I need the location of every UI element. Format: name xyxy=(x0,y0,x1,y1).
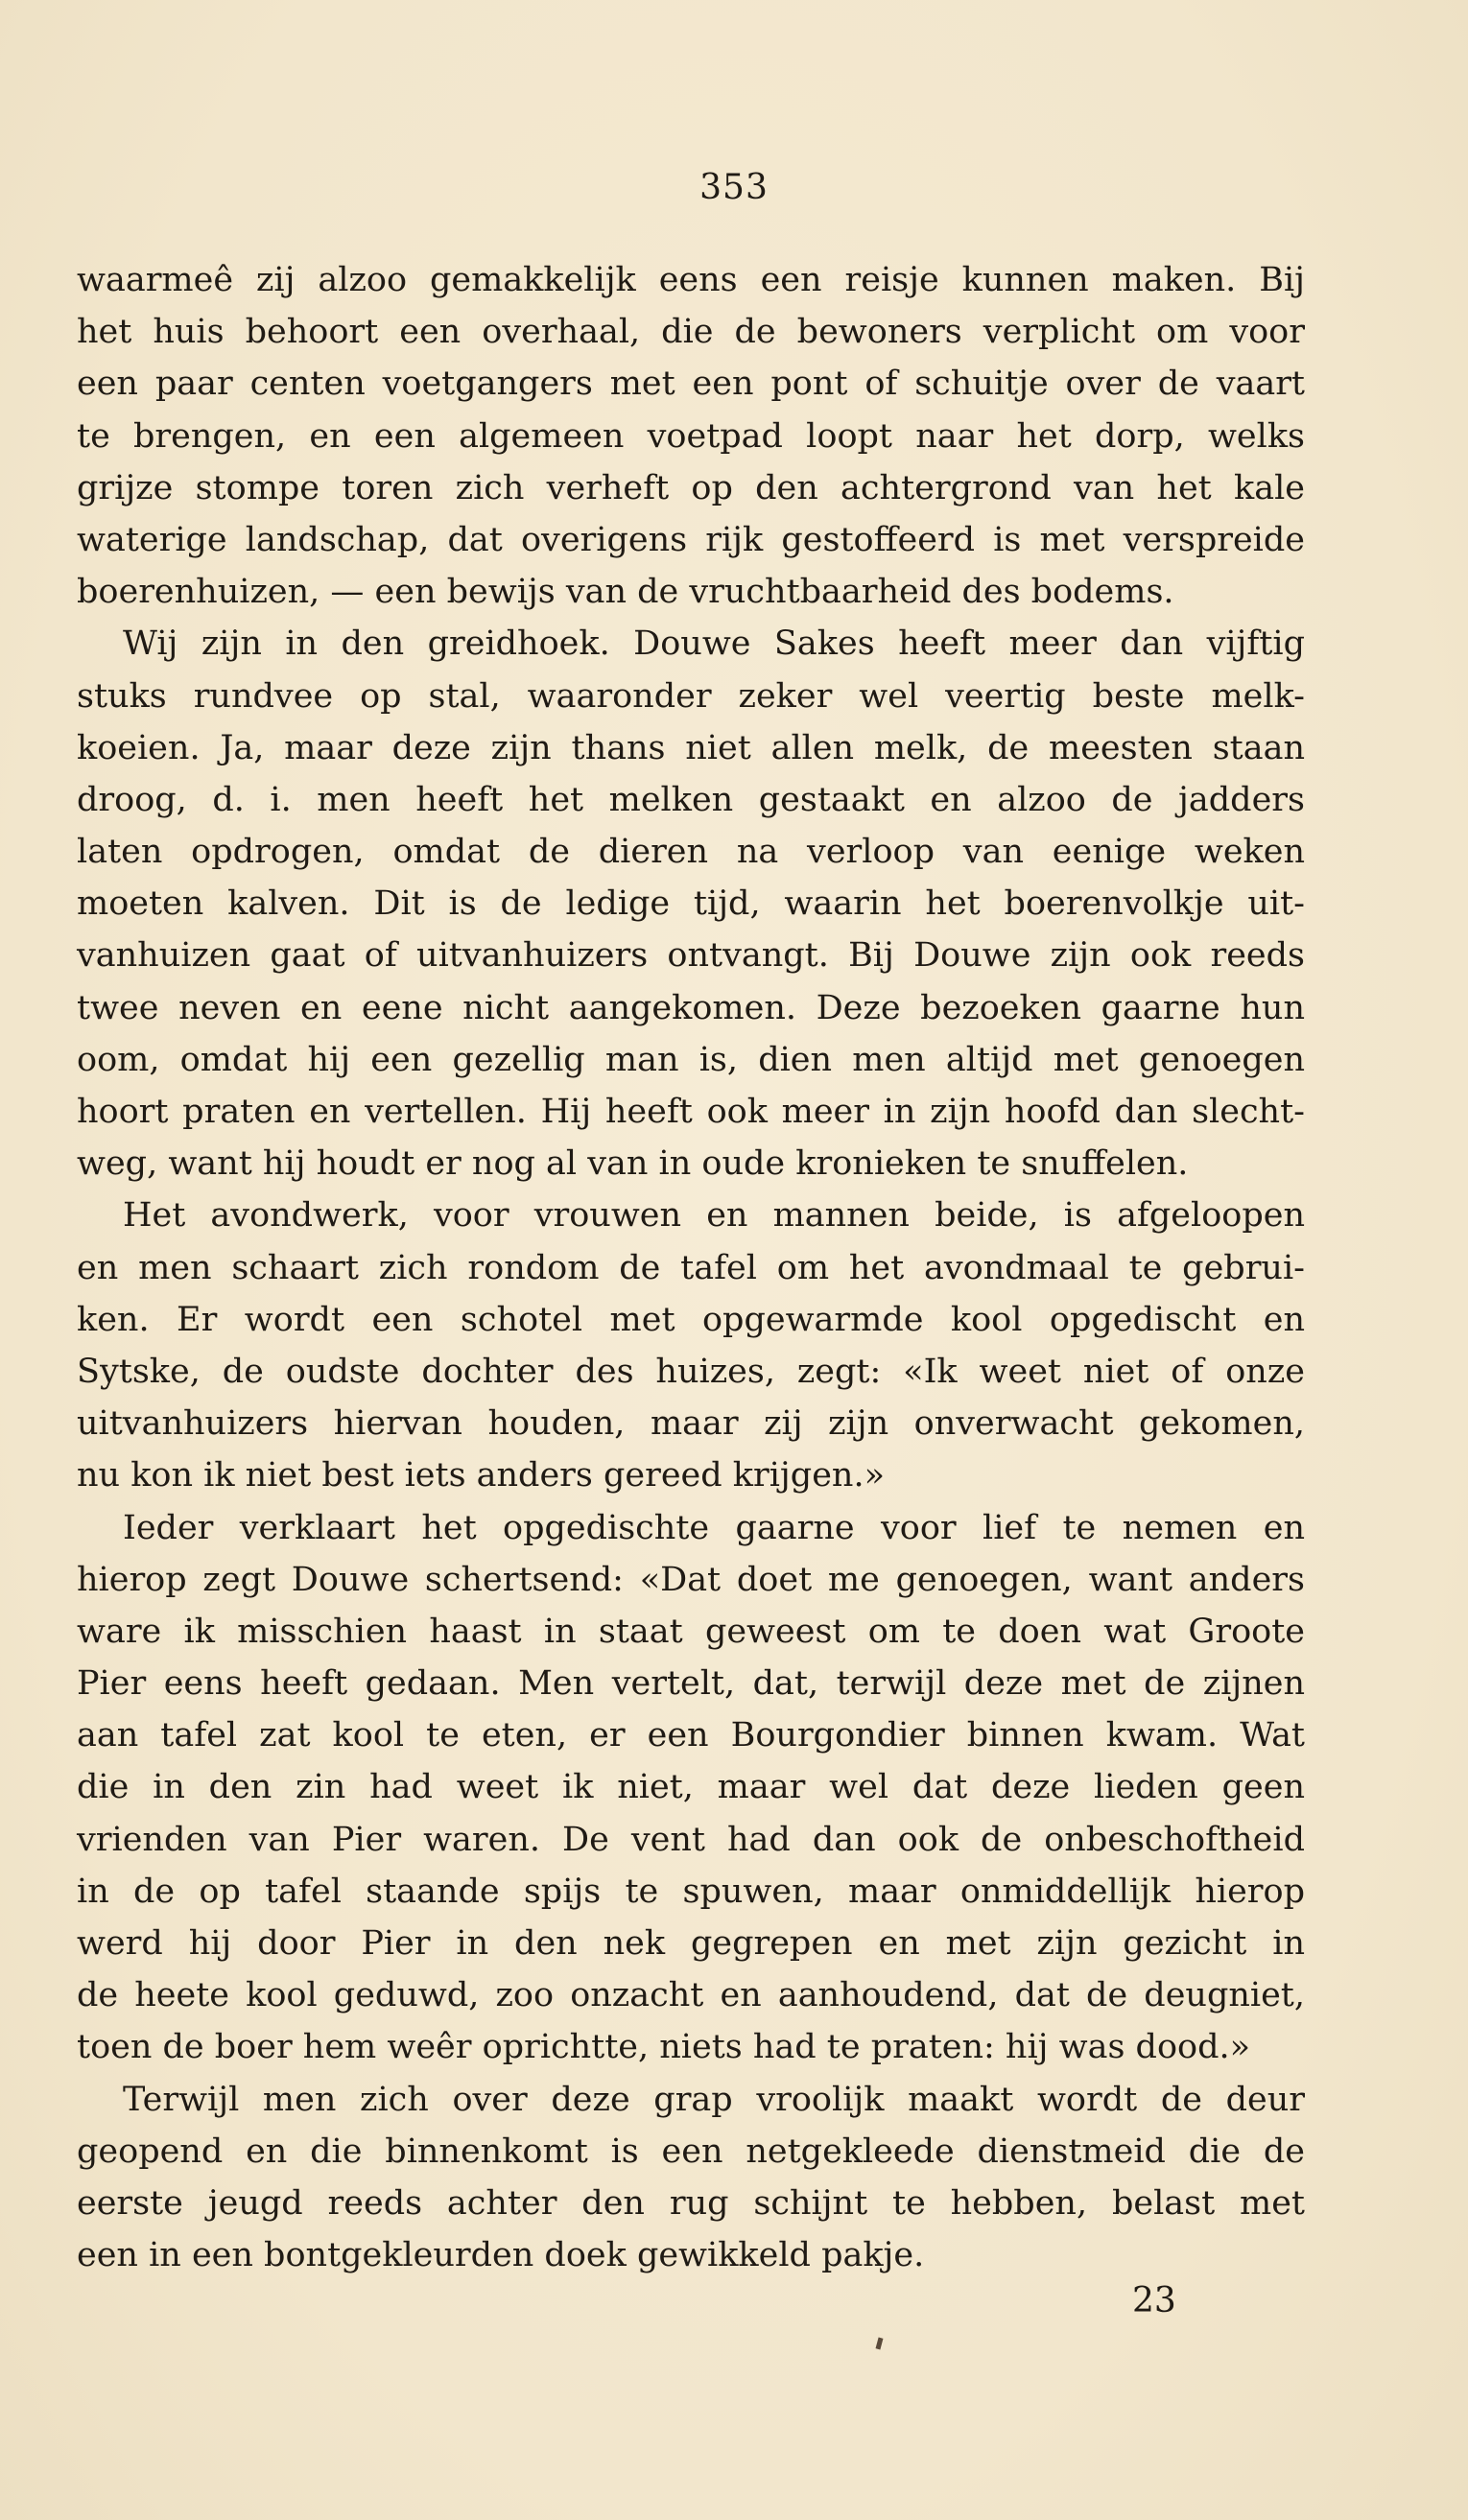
body-text xyxy=(77,254,1305,2281)
text-line: die in den zin had weet ik niet, maar wel dat deze lieden geen xyxy=(77,1768,1305,1807)
text-line: boerenhuizen, — een bewijs van de vruchtbaarheid des bodems. xyxy=(77,573,1174,612)
text-line: weg, want hij houdt er nog al van in oude kronieken te snuffelen. xyxy=(77,1144,1189,1184)
text-line: hierop zegt Douwe schertsend: «Dat doet me genoegen, want anders xyxy=(77,1560,1305,1599)
text-line: koeien. Ja, maar deze zijn thans niet allen melk, de meesten staan xyxy=(77,728,1305,767)
text-line: geopend en die binnenkomt is een netgekleede dienstmeid die de xyxy=(77,2131,1305,2171)
text-line: nu kon ik niet best iets anders gereed krijgen.» xyxy=(77,1456,885,1496)
text-line: Ieder verklaart het opgedischte gaarne voor lief te nemen en xyxy=(123,1508,1305,1547)
text-line: stuks rundvee op stal, waaronder zeker wel veertig beste melk- xyxy=(77,676,1305,716)
text-line: aan tafel zat kool te eten, er een Bourgondier binnen kwam. Wat xyxy=(77,1716,1305,1755)
text-line: te brengen, en een algemeen voetpad loopt naar het dorp, welks xyxy=(77,416,1305,456)
text-line: droog, d. i. men heeft het melken gestaakt en alzoo de jadders xyxy=(77,780,1305,819)
text-line: waarmeê zij alzoo gemakkelijk eens een reisje kunnen maken. Bij xyxy=(77,261,1305,299)
text-line: in de op tafel staande spijs te spuwen, maar onmiddellijk hierop xyxy=(77,1872,1305,1911)
text-line: werd hij door Pier in den nek gegrepen en met zijn gezicht in xyxy=(77,1924,1305,1963)
page-number: 353 xyxy=(699,168,769,207)
ink-speck xyxy=(876,2338,884,2350)
text-line: Wij zijn in den greidhoek. Douwe Sakes heeft meer dan vijftig xyxy=(123,624,1305,664)
text-line: het huis behoort een overhaal, die de bewoners verplicht om voor xyxy=(77,313,1305,352)
text-line: twee neven en eene nicht aangekomen. Deze bezoeken gaarne hun xyxy=(77,988,1305,1027)
text-line: laten opdrogen, omdat de dieren na verloop van eenige weken xyxy=(77,833,1305,872)
text-line: oom, omdat hij een gezellig man is, dien men altijd met genoegen xyxy=(77,1040,1305,1079)
text-line: Terwijl men zich over deze grap vroolijk maakt wordt de deur xyxy=(123,2080,1305,2119)
text-line: uitvanhuizers hiervan houden, maar zij zijn onverwacht gekomen, xyxy=(77,1404,1305,1444)
text-line: Sytske, de oudste dochter des huizes, zegt: «Ik weet niet of onze xyxy=(77,1352,1305,1391)
text-line: de heete kool geduwd, zoo onzacht en aanhoudend, dat de deugniet, xyxy=(77,1976,1305,2015)
text-line: toen de boer hem weêr oprichtte, niets had te praten: hij was dood.» xyxy=(77,2028,1251,2067)
text-line: grijze stompe toren zich verheft op den achtergrond van het kale xyxy=(77,468,1305,507)
text-line: waterige landschap, dat overigens rijk gestoffeerd is met verspreide xyxy=(77,520,1305,559)
text-line: vrienden van Pier waren. De vent had dan ook de onbeschoftheid xyxy=(77,1820,1305,1859)
text-line: een in een bontgekleurden doek gewikkeld pakje. xyxy=(77,2236,925,2275)
text-line: hoort praten en vertellen. Hij heeft ook meer in zijn hoofd dan slecht- xyxy=(77,1093,1305,1131)
text-line: vanhuizen gaat of uitvanhuizers ontvangt. Bij Douwe zijn ook reeds xyxy=(77,936,1305,976)
signature-mark: 23 xyxy=(1132,2281,1176,2320)
text-line: moeten kalven. Dit is de ledige tijd, waarin het boerenvolkje uit- xyxy=(77,884,1305,924)
text-line: ware ik misschien haast in staat geweest om te doen wat Groote xyxy=(77,1612,1305,1651)
text-line: Pier eens heeft gedaan. Men vertelt, dat, terwijl deze met de zijnen xyxy=(77,1664,1305,1704)
text-line: ken. Er wordt een schotel met opgewarmde kool opgedischt en xyxy=(77,1300,1305,1339)
text-line: een paar centen voetgangers met een pont of schuitje over de vaart xyxy=(77,365,1305,404)
text-line: eerste jeugd reeds achter den rug schijnt te hebben, belast met xyxy=(77,2183,1305,2223)
text-line: en men schaart zich rondom de tafel om het avondmaal te gebrui- xyxy=(77,1248,1305,1287)
text-line: Het avondwerk, voor vrouwen en mannen beide, is afgeloopen xyxy=(123,1196,1305,1236)
